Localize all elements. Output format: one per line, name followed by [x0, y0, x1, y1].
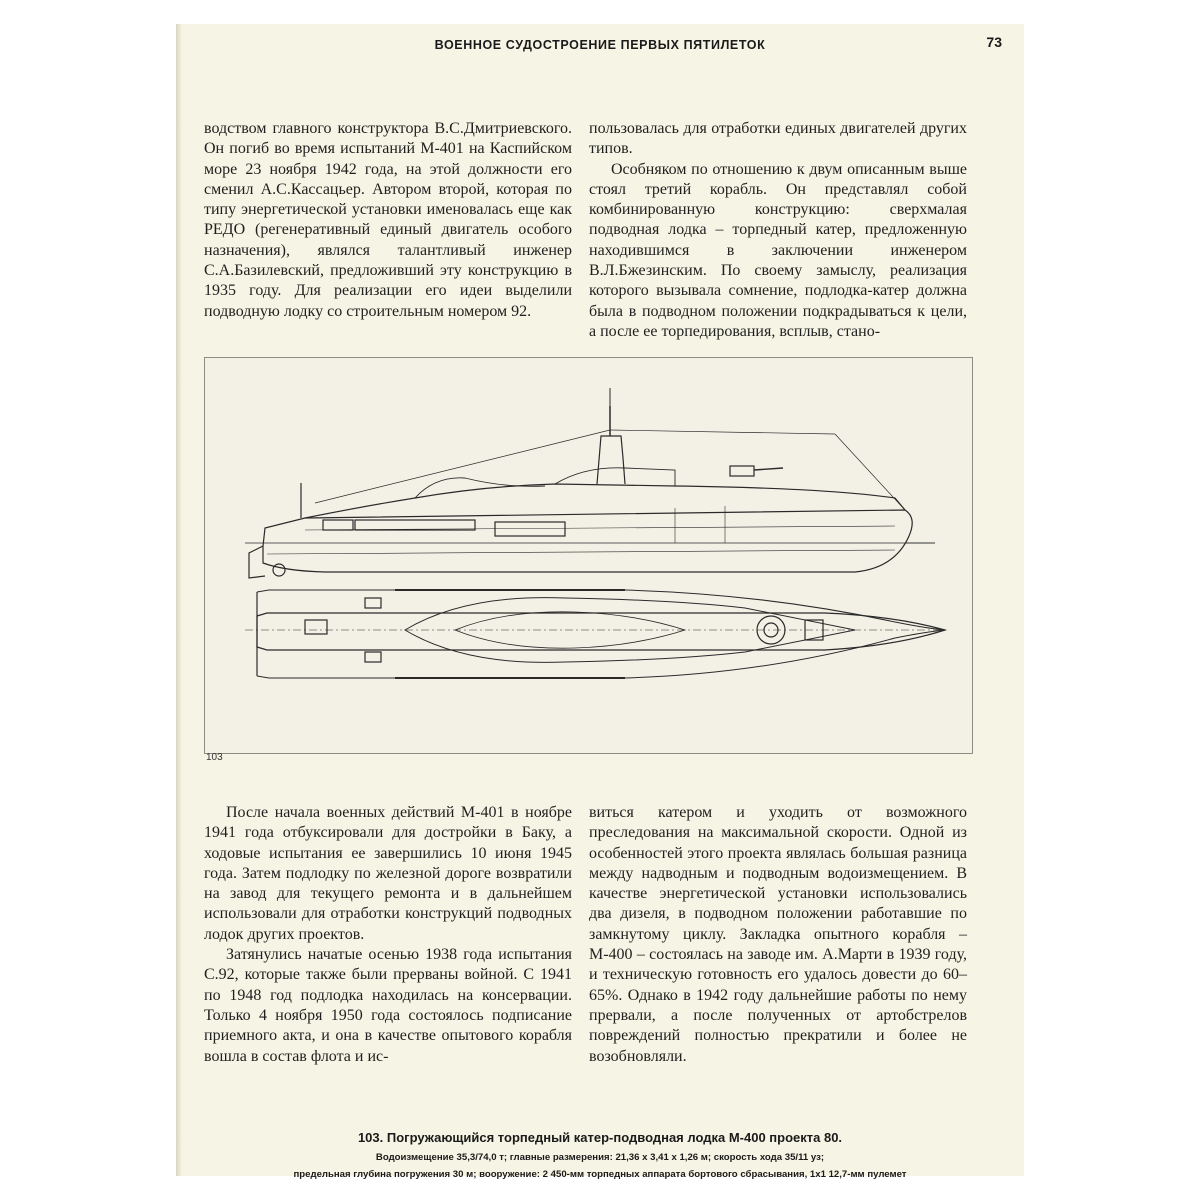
paragraph: После начала военных действий М-401 в ноябре 1941 года отбуксировали для достройки в Баку, а ходовые испытания ее завершились 10 июня 1945 года. Затем подлодку по железной дороге возвратили на завод для текущего ремонта и в дальнейшем использовали для отработки конструкций подводных лодок других проектов.	[204, 804, 572, 943]
bottom-right-column	[589, 803, 967, 1067]
paragraph: водством главного конструктора В.С.Дмитриевского. Он погиб во время испытаний М-401 на Каспийском море 23 ноября 1942 года, на этой должности его сменил А.С.Кассацьер. Автором второй, которая по типу энергетической установки именовалась еще как РЕДО (регенеративный единый двигатель особого назначения), являлся талантливый инженер С.А.Базилевский, предложивший эту конструкцию в 1935 году. Для реализации его идеи выделили подводную лодку со строительным номером 92.	[204, 120, 572, 320]
top-left-column	[204, 119, 572, 322]
book-page	[176, 24, 1024, 1180]
running-header: ВОЕННОЕ СУДОСТРОЕНИЕ ПЕРВЫХ ПЯТИЛЕТОК	[434, 38, 766, 52]
paragraph: Особняком по отношению к двум описанным выше стоял третий корабль. Он представлял собой комбинированную конструкцию: сверхмалая подводная лодка – торпедный катер, предложенную находившимся в заключении инженером В.Л.Бжезинским. По своему замыслу, реализация которого вызывала сомнение, подлодка-катер должна была в подводном положении подкрадываться к цели, а после ее торпедирования, всплыв, стано-	[589, 160, 967, 340]
paragraph: Затянулись начатые осенью 1938 года испытания С.92, которые также были прерваны войной. С 1941 по 1948 год подлодка находилась на консервации. Только 4 ноября 1950 года состоялось подписание приемного акта, и она в качестве опытового корабля вошла в состав флота и ис-	[204, 946, 572, 1065]
figure-number: 103	[206, 752, 223, 763]
caption-specs-line-2: предельная глубина погружения 30 м; вооружение: 2 450-мм торпедных аппарата бортового сбрасывания, 1х1 12,7-мм пулемет	[293, 1169, 907, 1180]
submarine-drawing-figure	[204, 357, 973, 754]
bottom-left-column	[204, 803, 572, 1067]
caption-specs-line-1: Водоизмещение 35,3/74,0 т; главные размерения: 21,36 х 3,41 х 1,26 м; скорость хода 35/11 уз;	[375, 1152, 825, 1163]
page-number: 73	[986, 34, 1002, 50]
figure-caption	[176, 1130, 1024, 1183]
caption-title: 103. Погружающийся торпедный катер-подводная лодка М-400 проекта 80.	[357, 1130, 843, 1145]
submarine-technical-drawing	[205, 358, 972, 753]
paragraph: виться катером и уходить от возможного преследования на максимальной скорости. Одной из особенностей этого проекта являлась большая разница между надводным и подводным водоизмещением. В качестве энергетической установки использовались два дизеля, в подводном положении работавшие по замкнутому циклу. Закладка опытного корабля – М-400 – состоялась на заводе им. А.Марти в 1939 году, и техническую готовность его удалось довести до 60–65%. Однако в 1942 году дальнейшие работы по нему прервали, а после полученных от артобстрелов повреждений полностью прекратили и более не возобновляли.	[589, 804, 967, 1065]
top-right-column	[589, 119, 967, 342]
paragraph: пользовалась для отработки единых двигателей других типов.	[589, 120, 967, 158]
